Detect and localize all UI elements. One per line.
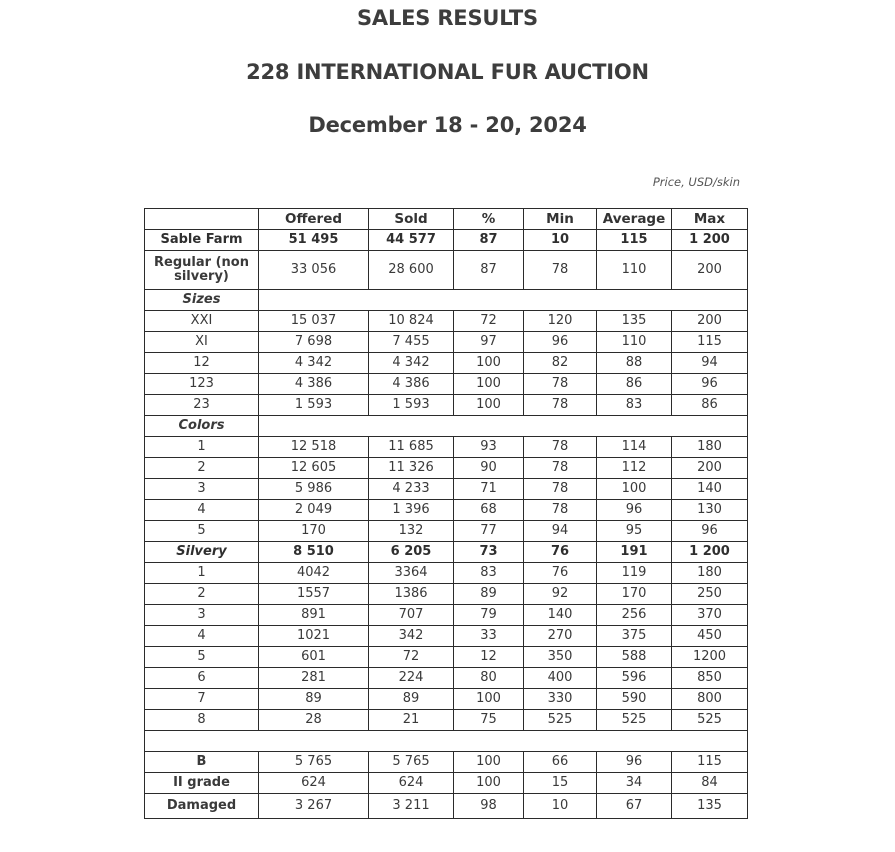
table-cell: 4 386	[369, 374, 454, 395]
table-row	[145, 416, 748, 437]
row-label: XI	[145, 332, 259, 353]
table-cell: 6 205	[369, 542, 454, 563]
table-cell: 89	[454, 584, 524, 605]
table-cell: 96	[597, 500, 672, 521]
row-label: 123	[145, 374, 259, 395]
table-cell: 624	[259, 773, 369, 794]
row-label: 1	[145, 437, 259, 458]
table-row	[145, 521, 748, 542]
table-cell: 342	[369, 626, 454, 647]
row-label: 3	[145, 479, 259, 500]
table-cell: 100	[454, 374, 524, 395]
table-cell: 112	[597, 458, 672, 479]
table-cell: 135	[672, 794, 748, 819]
table-cell: 3364	[369, 563, 454, 584]
table-cell: 10	[524, 794, 597, 819]
table-cell: 1 396	[369, 500, 454, 521]
column-header	[145, 209, 259, 230]
table-cell: 525	[524, 710, 597, 731]
table-cell: 100	[454, 689, 524, 710]
table-cell: 75	[454, 710, 524, 731]
row-label: Silvery	[145, 542, 259, 563]
table-row	[145, 731, 748, 752]
table-cell: 78	[524, 395, 597, 416]
table-cell: 67	[597, 794, 672, 819]
column-header: Min	[524, 209, 597, 230]
section-label: Colors	[145, 416, 259, 437]
table-row	[145, 500, 748, 521]
table-cell: 120	[524, 311, 597, 332]
table-cell: 3 267	[259, 794, 369, 819]
table-cell: 78	[524, 374, 597, 395]
table-cell: 66	[524, 752, 597, 773]
table-cell: 12	[454, 647, 524, 668]
table-cell: 114	[597, 437, 672, 458]
row-label: 12	[145, 353, 259, 374]
table-cell: 170	[597, 584, 672, 605]
table-cell: 12 605	[259, 458, 369, 479]
table-row	[145, 251, 748, 290]
table-cell: 588	[597, 647, 672, 668]
table-row	[145, 374, 748, 395]
table-cell: 800	[672, 689, 748, 710]
table-cell: 1557	[259, 584, 369, 605]
table-row	[145, 479, 748, 500]
table-cell: 601	[259, 647, 369, 668]
table-cell: 596	[597, 668, 672, 689]
table-cell: 4042	[259, 563, 369, 584]
table-cell: 525	[672, 710, 748, 731]
table-row	[145, 647, 748, 668]
table-cell: 96	[672, 374, 748, 395]
table-cell: 95	[597, 521, 672, 542]
table-cell: 624	[369, 773, 454, 794]
row-label: Regular (non silvery)	[145, 251, 259, 290]
blank-cell	[145, 731, 748, 752]
table-row	[145, 332, 748, 353]
table-cell: 44 577	[369, 230, 454, 251]
column-header: Offered	[259, 209, 369, 230]
table-cell: 270	[524, 626, 597, 647]
row-label: 5	[145, 647, 259, 668]
table-cell: 350	[524, 647, 597, 668]
table-cell: 7 698	[259, 332, 369, 353]
table-cell: 86	[672, 395, 748, 416]
table-cell: 110	[597, 251, 672, 290]
table-cell: 72	[369, 647, 454, 668]
row-label: Sable Farm	[145, 230, 259, 251]
table-cell: 34	[597, 773, 672, 794]
table-cell: 10 824	[369, 311, 454, 332]
table-row	[145, 584, 748, 605]
table-cell: 200	[672, 458, 748, 479]
section-label: Sizes	[145, 290, 259, 311]
table-row	[145, 395, 748, 416]
table-cell: 71	[454, 479, 524, 500]
table-cell: 281	[259, 668, 369, 689]
row-label: 5	[145, 521, 259, 542]
table-cell: 87	[454, 251, 524, 290]
table-cell: 28	[259, 710, 369, 731]
table-cell: 33	[454, 626, 524, 647]
table-cell: 51 495	[259, 230, 369, 251]
row-label: 2	[145, 458, 259, 479]
table-cell: 110	[597, 332, 672, 353]
header-row	[145, 209, 748, 230]
table-cell: 330	[524, 689, 597, 710]
table-cell: 850	[672, 668, 748, 689]
table-cell: 256	[597, 605, 672, 626]
table-cell: 4 386	[259, 374, 369, 395]
table-cell: 97	[454, 332, 524, 353]
table-cell: 96	[597, 752, 672, 773]
table-cell: 10	[524, 230, 597, 251]
column-header: Max	[672, 209, 748, 230]
table-cell: 96	[524, 332, 597, 353]
auction-dates: December 18 - 20, 2024	[308, 113, 587, 137]
table-cell: 1 593	[369, 395, 454, 416]
table-row	[145, 605, 748, 626]
table-cell: 119	[597, 563, 672, 584]
table-row	[145, 710, 748, 731]
table-cell: 5 765	[259, 752, 369, 773]
row-label: 1	[145, 563, 259, 584]
table-cell: 1 200	[672, 230, 748, 251]
table-cell: 590	[597, 689, 672, 710]
price-unit-note: Price, USD/skin	[652, 175, 740, 189]
table-cell: 72	[454, 311, 524, 332]
table-row	[145, 563, 748, 584]
section-filler	[259, 416, 748, 437]
table-cell: 5 765	[369, 752, 454, 773]
table-row	[145, 230, 748, 251]
row-label: 2	[145, 584, 259, 605]
table-cell: 707	[369, 605, 454, 626]
table-row	[145, 752, 748, 773]
table-cell: 68	[454, 500, 524, 521]
table-cell: 79	[454, 605, 524, 626]
row-label: XXI	[145, 311, 259, 332]
table-cell: 11 326	[369, 458, 454, 479]
table-cell: 12 518	[259, 437, 369, 458]
row-label: Damaged	[145, 794, 259, 819]
table-cell: 5 986	[259, 479, 369, 500]
table-cell: 28 600	[369, 251, 454, 290]
table-row	[145, 689, 748, 710]
table-cell: 450	[672, 626, 748, 647]
table-row	[145, 437, 748, 458]
table-cell: 78	[524, 500, 597, 521]
table-cell: 94	[672, 353, 748, 374]
table-cell: 224	[369, 668, 454, 689]
column-header: %	[454, 209, 524, 230]
table-cell: 135	[597, 311, 672, 332]
table-cell: 170	[259, 521, 369, 542]
table-cell: 180	[672, 563, 748, 584]
table-cell: 1386	[369, 584, 454, 605]
table-cell: 370	[672, 605, 748, 626]
table-cell: 140	[524, 605, 597, 626]
table-cell: 98	[454, 794, 524, 819]
table-cell: 78	[524, 437, 597, 458]
table-row	[145, 626, 748, 647]
table-cell: 130	[672, 500, 748, 521]
table-cell: 100	[454, 353, 524, 374]
table-cell: 891	[259, 605, 369, 626]
table-cell: 200	[672, 251, 748, 290]
table-cell: 250	[672, 584, 748, 605]
table-cell: 191	[597, 542, 672, 563]
table-cell: 94	[524, 521, 597, 542]
row-label: II grade	[145, 773, 259, 794]
table-cell: 92	[524, 584, 597, 605]
table-cell: 88	[597, 353, 672, 374]
table-cell: 100	[597, 479, 672, 500]
table-cell: 21	[369, 710, 454, 731]
table-row	[145, 311, 748, 332]
column-header: Sold	[369, 209, 454, 230]
table-cell: 87	[454, 230, 524, 251]
table-cell: 73	[454, 542, 524, 563]
row-label: 4	[145, 500, 259, 521]
table-cell: 83	[597, 395, 672, 416]
table-cell: 93	[454, 437, 524, 458]
row-label: 8	[145, 710, 259, 731]
table-row	[145, 794, 748, 819]
table-cell: 100	[454, 773, 524, 794]
table-cell: 100	[454, 395, 524, 416]
table-cell: 1200	[672, 647, 748, 668]
table-cell: 83	[454, 563, 524, 584]
table-cell: 180	[672, 437, 748, 458]
table-cell: 100	[454, 752, 524, 773]
table-cell: 89	[259, 689, 369, 710]
table-body	[145, 230, 748, 819]
table-cell: 200	[672, 311, 748, 332]
table-cell: 76	[524, 563, 597, 584]
table-cell: 1021	[259, 626, 369, 647]
row-label: 23	[145, 395, 259, 416]
row-label: 4	[145, 626, 259, 647]
table-cell: 375	[597, 626, 672, 647]
row-label: 3	[145, 605, 259, 626]
table-cell: 140	[672, 479, 748, 500]
table-cell: 96	[672, 521, 748, 542]
table-row	[145, 458, 748, 479]
table-cell: 78	[524, 251, 597, 290]
table-row	[145, 290, 748, 311]
table-cell: 78	[524, 479, 597, 500]
row-label: B	[145, 752, 259, 773]
table-cell: 80	[454, 668, 524, 689]
table-cell: 11 685	[369, 437, 454, 458]
table-cell: 89	[369, 689, 454, 710]
table-cell: 76	[524, 542, 597, 563]
table-row	[145, 773, 748, 794]
table-row	[145, 542, 748, 563]
table-cell: 115	[672, 332, 748, 353]
sales-results-table	[144, 208, 748, 819]
table-cell: 15 037	[259, 311, 369, 332]
table-cell: 2 049	[259, 500, 369, 521]
table-cell: 7 455	[369, 332, 454, 353]
section-filler	[259, 290, 748, 311]
table-cell: 132	[369, 521, 454, 542]
table-row	[145, 353, 748, 374]
page-title: SALES RESULTS	[357, 6, 538, 30]
table-cell: 115	[672, 752, 748, 773]
table-cell: 77	[454, 521, 524, 542]
table-cell: 82	[524, 353, 597, 374]
table-cell: 84	[672, 773, 748, 794]
row-label: 7	[145, 689, 259, 710]
table-cell: 86	[597, 374, 672, 395]
table-cell: 15	[524, 773, 597, 794]
table-cell: 4 233	[369, 479, 454, 500]
table-cell: 1 200	[672, 542, 748, 563]
table-cell: 4 342	[369, 353, 454, 374]
table-cell: 400	[524, 668, 597, 689]
table-cell: 1 593	[259, 395, 369, 416]
table-cell: 525	[597, 710, 672, 731]
table-cell: 3 211	[369, 794, 454, 819]
row-label: 6	[145, 668, 259, 689]
table-cell: 4 342	[259, 353, 369, 374]
auction-title: 228 INTERNATIONAL FUR AUCTION	[246, 60, 649, 84]
table-header	[145, 209, 748, 230]
table-cell: 8 510	[259, 542, 369, 563]
table-cell: 33 056	[259, 251, 369, 290]
table-cell: 90	[454, 458, 524, 479]
column-header: Average	[597, 209, 672, 230]
table-cell: 115	[597, 230, 672, 251]
table-row	[145, 668, 748, 689]
table-cell: 78	[524, 458, 597, 479]
